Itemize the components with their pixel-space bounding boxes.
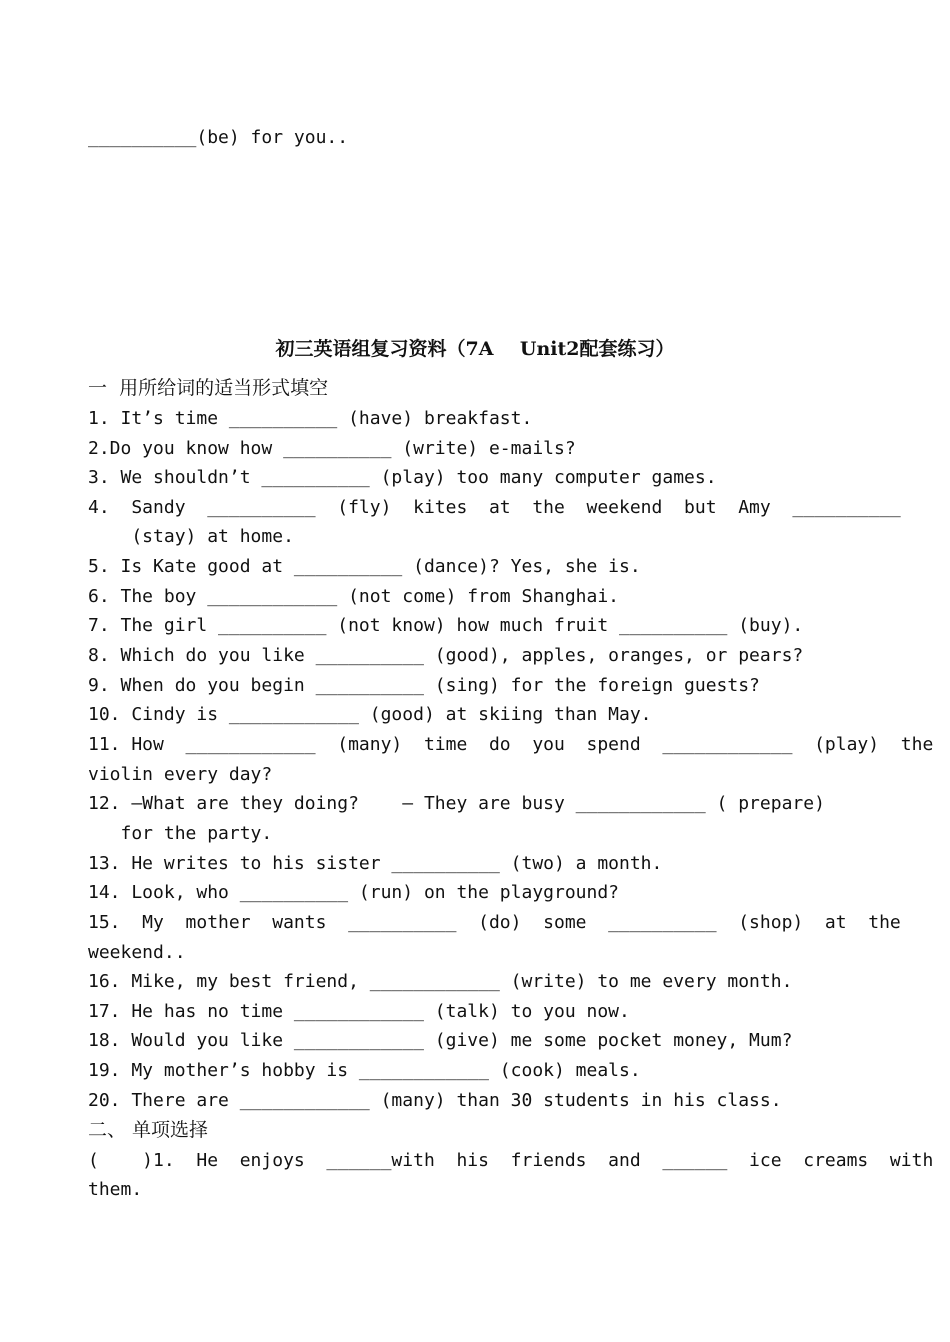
exercise-line: weekend.. — [88, 942, 186, 963]
exercise-line: 9. When do you begin __________ (sing) for the foreign guests? — [88, 675, 760, 696]
exercise-line: 10. Cindy is ____________ (good) at skiing than May. — [88, 704, 652, 725]
exercise-line: 11. How ____________ (many) time do you spend ____________ (play) the — [88, 734, 934, 755]
exercise-line: violin every day? — [88, 764, 273, 785]
exercise-line: 19. My mother’s hobby is ____________ (cook) meals. — [88, 1060, 641, 1081]
exercise-line: 12. —What are they doing? — They are busy ____________ ( prepare) — [88, 793, 825, 814]
exercise-line: ( )1. He enjoys ______with his friends and ______ ice creams with — [88, 1150, 934, 1171]
exercise-line: 17. He has no time ____________ (talk) to you now. — [88, 1001, 630, 1022]
exercise-line: 14. Look, who __________ (run) on the playground? — [88, 882, 620, 903]
exercise-line: 4. Sandy __________ (fly) kites at the weekend but Amy __________ — [88, 497, 901, 518]
exercise-line: 13. He writes to his sister __________ (two) a month. — [88, 853, 663, 874]
exercise-line: 6. The boy ____________ (not come) from Shanghai. — [88, 586, 620, 607]
exercise-line: 7. The girl __________ (not know) how much fruit __________ (buy). — [88, 615, 804, 636]
exercise-line: (stay) at home. — [88, 526, 294, 547]
exercise-line: 5. Is Kate good at __________ (dance)? Yes, she is. — [88, 556, 641, 577]
exercise-line: 18. Would you like ____________ (give) me some pocket money, Mum? — [88, 1030, 793, 1051]
exercise-line: 15. My mother wants __________ (do) some __________ (shop) at the — [88, 912, 901, 933]
carryover-line: __________(be) for you.. — [88, 127, 349, 148]
exercise-line: them. — [88, 1179, 143, 1200]
exercise-line: 20. There are ____________ (many) than 30 students in his class. — [88, 1090, 782, 1111]
exercise-line: 2.Do you know how __________ (write) e-mails? — [88, 438, 576, 459]
exercise-line: for the party. — [88, 823, 273, 844]
page-title: 初三英语组复习资料（7A Unit2配套练习） — [275, 338, 675, 360]
section2-heading: 二、 单项选择 — [88, 1119, 209, 1141]
exercise-line: 16. Mike, my best friend, ____________ (write) to me every month. — [88, 971, 793, 992]
exercise-line: 1. It’s time __________ (have) breakfast. — [88, 408, 533, 429]
section1-heading: 一 用所给词的适当形式填空 — [88, 377, 329, 399]
exercise-line: 3. We shouldn’t __________ (play) too many computer games. — [88, 467, 717, 488]
exercise-line: 8. Which do you like __________ (good), apples, oranges, or pears? — [88, 645, 804, 666]
